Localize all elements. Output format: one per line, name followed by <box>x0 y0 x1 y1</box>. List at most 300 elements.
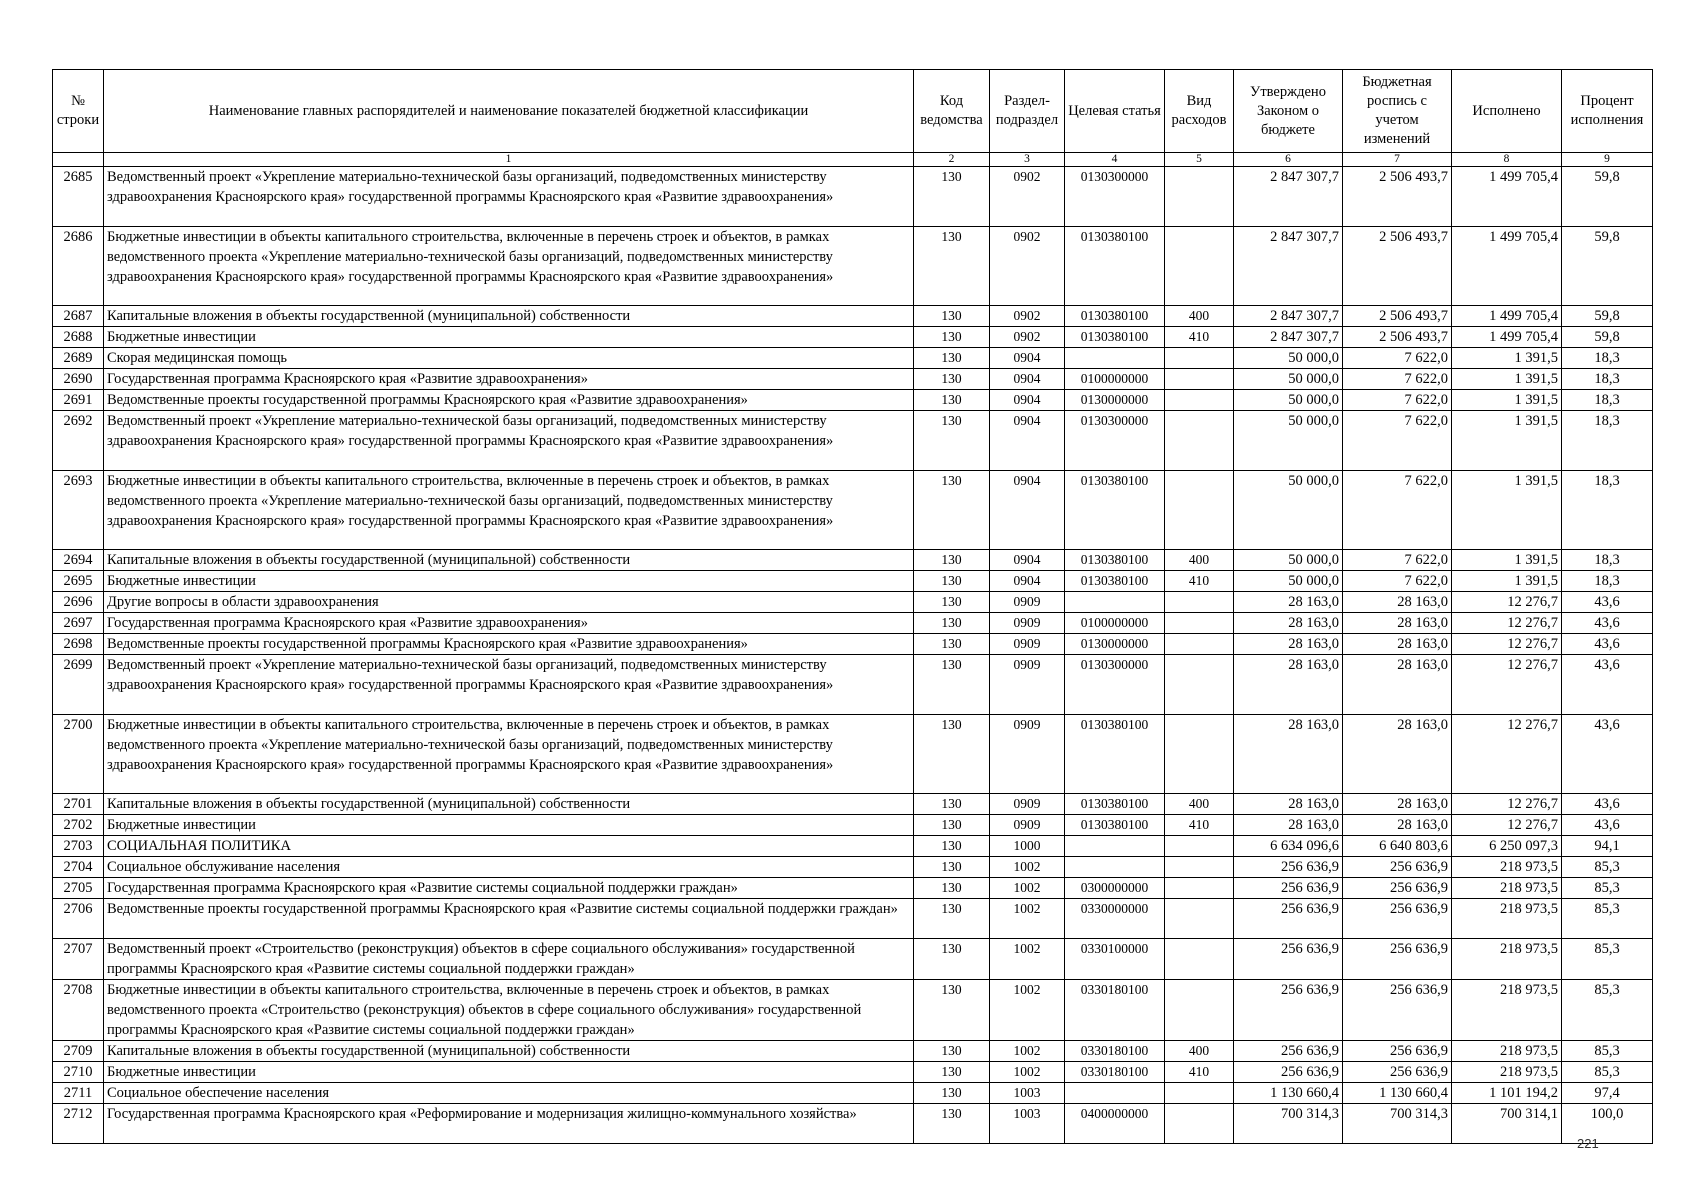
target-article: 0130380100 <box>1065 571 1165 592</box>
header-target-article: Целевая статья <box>1065 70 1165 153</box>
row-number: 2703 <box>53 836 104 857</box>
execution-percent: 97,4 <box>1562 1083 1653 1104</box>
target-article: 0100000000 <box>1065 369 1165 390</box>
target-article: 0330180100 <box>1065 980 1165 1041</box>
row-number: 2692 <box>53 411 104 471</box>
row-name: Бюджетные инвестиции <box>104 327 914 348</box>
row-number: 2702 <box>53 815 104 836</box>
target-article: 0130300000 <box>1065 655 1165 715</box>
department-code: 130 <box>914 411 990 471</box>
row-number: 2697 <box>53 613 104 634</box>
expense-type: 400 <box>1165 550 1234 571</box>
execution-percent: 43,6 <box>1562 815 1653 836</box>
budget-amount: 6 640 803,6 <box>1343 836 1452 857</box>
section-code: 0909 <box>990 613 1065 634</box>
approved-amount: 2 847 307,7 <box>1234 167 1343 227</box>
approved-amount: 28 163,0 <box>1234 815 1343 836</box>
execution-percent: 85,3 <box>1562 1062 1653 1083</box>
row-name: Ведомственный проект «Строительство (реконструкция) объектов в сфере социального обслуживания» государственной программы Красноярского края «Развитие системы социальной поддержки граждан» <box>104 939 914 980</box>
expense-type <box>1165 1083 1234 1104</box>
executed-amount: 12 276,7 <box>1452 634 1562 655</box>
column-number: 8 <box>1452 153 1562 167</box>
target-article: 0130300000 <box>1065 167 1165 227</box>
section-code: 0904 <box>990 369 1065 390</box>
budget-amount: 28 163,0 <box>1343 715 1452 794</box>
table-row <box>53 1083 1653 1104</box>
executed-amount: 1 391,5 <box>1452 390 1562 411</box>
execution-percent: 18,3 <box>1562 369 1653 390</box>
target-article: 0130380100 <box>1065 327 1165 348</box>
department-code: 130 <box>914 471 990 550</box>
budget-amount: 28 163,0 <box>1343 592 1452 613</box>
executed-amount: 12 276,7 <box>1452 715 1562 794</box>
section-code: 0904 <box>990 471 1065 550</box>
expense-type <box>1165 411 1234 471</box>
target-article: 0130000000 <box>1065 390 1165 411</box>
expense-type <box>1165 348 1234 369</box>
executed-amount: 12 276,7 <box>1452 815 1562 836</box>
budget-amount: 7 622,0 <box>1343 348 1452 369</box>
table-row <box>53 227 1653 306</box>
table-row <box>53 857 1653 878</box>
expense-type: 410 <box>1165 571 1234 592</box>
table-row <box>53 369 1653 390</box>
row-name: Бюджетные инвестиции в объекты капитального строительства, включенные в перечень строек и объектов, в рамках ведомственного проекта «Укрепление материально-технической базы организаций, подведомственных министерству здравоохранения Красноярского края» государственной программы Красноярского края «Развитие здравоохранения» <box>104 471 914 550</box>
section-code: 0909 <box>990 794 1065 815</box>
department-code: 130 <box>914 857 990 878</box>
department-code: 130 <box>914 878 990 899</box>
approved-amount: 256 636,9 <box>1234 939 1343 980</box>
expense-type <box>1165 390 1234 411</box>
department-code: 130 <box>914 939 990 980</box>
section-code: 1002 <box>990 857 1065 878</box>
section-code: 1002 <box>990 878 1065 899</box>
expense-type: 410 <box>1165 1062 1234 1083</box>
department-code: 130 <box>914 715 990 794</box>
section-code: 0904 <box>990 571 1065 592</box>
table-row <box>53 167 1653 227</box>
page-number: 221 <box>1577 1136 1599 1151</box>
department-code: 130 <box>914 1062 990 1083</box>
row-number: 2688 <box>53 327 104 348</box>
row-name: Ведомственный проект «Укрепление материально-технической базы организаций, подведомственных министерству здравоохранения Красноярского края» государственной программы Красноярского края «Развитие здравоохранения» <box>104 411 914 471</box>
row-name: Ведомственный проект «Укрепление материально-технической базы организаций, подведомственных министерству здравоохранения Красноярского края» государственной программы Красноярского края «Развитие здравоохранения» <box>104 167 914 227</box>
row-name: Бюджетные инвестиции в объекты капитального строительства, включенные в перечень строек и объектов, в рамках ведомственного проекта «Укрепление материально-технической базы организаций, подведомственных министерству здравоохранения Красноярского края» государственной программы Красноярского края «Развитие здравоохранения» <box>104 227 914 306</box>
row-number: 2694 <box>53 550 104 571</box>
table-row <box>53 1041 1653 1062</box>
approved-amount: 28 163,0 <box>1234 715 1343 794</box>
target-article: 0400000000 <box>1065 1104 1165 1144</box>
approved-amount: 50 000,0 <box>1234 550 1343 571</box>
row-name: Скорая медицинская помощь <box>104 348 914 369</box>
expense-type: 400 <box>1165 1041 1234 1062</box>
target-article: 0330180100 <box>1065 1062 1165 1083</box>
section-code: 0904 <box>990 550 1065 571</box>
executed-amount: 12 276,7 <box>1452 794 1562 815</box>
row-number: 2686 <box>53 227 104 306</box>
target-article: 0130380100 <box>1065 715 1165 794</box>
expense-type <box>1165 836 1234 857</box>
section-code: 0902 <box>990 306 1065 327</box>
row-name: СОЦИАЛЬНАЯ ПОЛИТИКА <box>104 836 914 857</box>
expense-type: 410 <box>1165 327 1234 348</box>
department-code: 130 <box>914 327 990 348</box>
budget-amount: 28 163,0 <box>1343 655 1452 715</box>
execution-percent: 85,3 <box>1562 980 1653 1041</box>
budget-amount: 7 622,0 <box>1343 471 1452 550</box>
row-number: 2706 <box>53 899 104 939</box>
section-code: 0902 <box>990 167 1065 227</box>
execution-percent: 85,3 <box>1562 857 1653 878</box>
expense-type <box>1165 899 1234 939</box>
budget-amount: 7 622,0 <box>1343 390 1452 411</box>
column-number: 3 <box>990 153 1065 167</box>
row-number: 2700 <box>53 715 104 794</box>
executed-amount: 1 391,5 <box>1452 550 1562 571</box>
header-name: Наименование главных распорядителей и наименование показателей бюджетной классификации <box>104 70 914 153</box>
column-number: 5 <box>1165 153 1234 167</box>
header-section: Раздел-подраздел <box>990 70 1065 153</box>
row-number: 2701 <box>53 794 104 815</box>
column-number: 9 <box>1562 153 1653 167</box>
table-row <box>53 471 1653 550</box>
section-code: 0904 <box>990 348 1065 369</box>
column-number: 1 <box>104 153 914 167</box>
section-code: 1003 <box>990 1083 1065 1104</box>
approved-amount: 28 163,0 <box>1234 592 1343 613</box>
table-row <box>53 715 1653 794</box>
executed-amount: 1 391,5 <box>1452 348 1562 369</box>
executed-amount: 218 973,5 <box>1452 899 1562 939</box>
row-number: 2709 <box>53 1041 104 1062</box>
table-row <box>53 390 1653 411</box>
approved-amount: 256 636,9 <box>1234 899 1343 939</box>
approved-amount: 50 000,0 <box>1234 369 1343 390</box>
row-number: 2708 <box>53 980 104 1041</box>
executed-amount: 1 499 705,4 <box>1452 227 1562 306</box>
row-number: 2689 <box>53 348 104 369</box>
expense-type <box>1165 634 1234 655</box>
execution-percent: 85,3 <box>1562 1041 1653 1062</box>
expense-type <box>1165 369 1234 390</box>
execution-percent: 85,3 <box>1562 878 1653 899</box>
section-code: 0909 <box>990 715 1065 794</box>
execution-percent: 18,3 <box>1562 550 1653 571</box>
row-number: 2712 <box>53 1104 104 1144</box>
expense-type: 400 <box>1165 794 1234 815</box>
row-name: Бюджетные инвестиции <box>104 815 914 836</box>
approved-amount: 50 000,0 <box>1234 471 1343 550</box>
budget-amount: 700 314,3 <box>1343 1104 1452 1144</box>
execution-percent: 18,3 <box>1562 348 1653 369</box>
target-article <box>1065 836 1165 857</box>
header-expense-type: Вид расходов <box>1165 70 1234 153</box>
expense-type <box>1165 939 1234 980</box>
section-code: 0909 <box>990 592 1065 613</box>
row-number: 2691 <box>53 390 104 411</box>
approved-amount: 700 314,3 <box>1234 1104 1343 1144</box>
row-name: Бюджетные инвестиции в объекты капитального строительства, включенные в перечень строек и объектов, в рамках ведомственного проекта «Строительство (реконструкция) объектов в сфере социального обслуживания» государственной программы Красноярского края «Развитие системы социальной поддержки граждан» <box>104 980 914 1041</box>
expense-type <box>1165 655 1234 715</box>
target-article <box>1065 857 1165 878</box>
approved-amount: 50 000,0 <box>1234 571 1343 592</box>
executed-amount: 218 973,5 <box>1452 1062 1562 1083</box>
executed-amount: 218 973,5 <box>1452 980 1562 1041</box>
executed-amount: 12 276,7 <box>1452 592 1562 613</box>
budget-amount: 256 636,9 <box>1343 1041 1452 1062</box>
table-row <box>53 939 1653 980</box>
expense-type <box>1165 878 1234 899</box>
row-number: 2685 <box>53 167 104 227</box>
row-number: 2710 <box>53 1062 104 1083</box>
budget-amount: 28 163,0 <box>1343 634 1452 655</box>
executed-amount: 218 973,5 <box>1452 939 1562 980</box>
budget-amount: 2 506 493,7 <box>1343 327 1452 348</box>
department-code: 130 <box>914 794 990 815</box>
table-row <box>53 655 1653 715</box>
execution-percent: 59,8 <box>1562 327 1653 348</box>
header-approved: Утверждено Законом о бюджете <box>1234 70 1343 153</box>
approved-amount: 6 634 096,6 <box>1234 836 1343 857</box>
header-executed: Исполнено <box>1452 70 1562 153</box>
executed-amount: 12 276,7 <box>1452 613 1562 634</box>
approved-amount: 2 847 307,7 <box>1234 327 1343 348</box>
table-row <box>53 1104 1653 1144</box>
approved-amount: 256 636,9 <box>1234 980 1343 1041</box>
expense-type <box>1165 1104 1234 1144</box>
department-code: 130 <box>914 980 990 1041</box>
table-row <box>53 899 1653 939</box>
department-code: 130 <box>914 167 990 227</box>
target-article: 0330100000 <box>1065 939 1165 980</box>
executed-amount: 218 973,5 <box>1452 878 1562 899</box>
approved-amount: 256 636,9 <box>1234 878 1343 899</box>
executed-amount: 1 391,5 <box>1452 369 1562 390</box>
table-row <box>53 348 1653 369</box>
executed-amount: 1 101 194,2 <box>1452 1083 1562 1104</box>
budget-amount: 7 622,0 <box>1343 550 1452 571</box>
executed-amount: 1 499 705,4 <box>1452 167 1562 227</box>
column-number: 6 <box>1234 153 1343 167</box>
department-code: 130 <box>914 550 990 571</box>
target-article: 0130380100 <box>1065 794 1165 815</box>
executed-amount: 12 276,7 <box>1452 655 1562 715</box>
header-department-code: Код ведомства <box>914 70 990 153</box>
table-row <box>53 1062 1653 1083</box>
expense-type <box>1165 980 1234 1041</box>
row-number: 2690 <box>53 369 104 390</box>
row-number: 2699 <box>53 655 104 715</box>
section-code: 1003 <box>990 1104 1065 1144</box>
section-code: 0902 <box>990 227 1065 306</box>
approved-amount: 50 000,0 <box>1234 348 1343 369</box>
row-name: Социальное обеспечение населения <box>104 1083 914 1104</box>
executed-amount: 700 314,1 <box>1452 1104 1562 1144</box>
department-code: 130 <box>914 613 990 634</box>
table-row <box>53 980 1653 1041</box>
department-code: 130 <box>914 1104 990 1144</box>
row-number: 2696 <box>53 592 104 613</box>
execution-percent: 85,3 <box>1562 899 1653 939</box>
target-article: 0100000000 <box>1065 613 1165 634</box>
budget-amount: 7 622,0 <box>1343 411 1452 471</box>
expense-type <box>1165 715 1234 794</box>
row-name: Государственная программа Красноярского края «Развитие системы социальной поддержки граждан» <box>104 878 914 899</box>
executed-amount: 218 973,5 <box>1452 1041 1562 1062</box>
approved-amount: 50 000,0 <box>1234 411 1343 471</box>
department-code: 130 <box>914 1041 990 1062</box>
executed-amount: 1 391,5 <box>1452 571 1562 592</box>
target-article <box>1065 592 1165 613</box>
approved-amount: 2 847 307,7 <box>1234 227 1343 306</box>
table-row <box>53 550 1653 571</box>
target-article <box>1065 1083 1165 1104</box>
row-number: 2707 <box>53 939 104 980</box>
approved-amount: 2 847 307,7 <box>1234 306 1343 327</box>
expense-type <box>1165 592 1234 613</box>
target-article: 0130380100 <box>1065 815 1165 836</box>
budget-execution-table <box>52 69 1653 1144</box>
execution-percent: 59,8 <box>1562 167 1653 227</box>
target-article: 0330000000 <box>1065 899 1165 939</box>
execution-percent: 18,3 <box>1562 471 1653 550</box>
column-number: 7 <box>1343 153 1452 167</box>
budget-amount: 256 636,9 <box>1343 939 1452 980</box>
row-number: 2711 <box>53 1083 104 1104</box>
row-name: Другие вопросы в области здравоохранения <box>104 592 914 613</box>
department-code: 130 <box>914 655 990 715</box>
budget-amount: 1 130 660,4 <box>1343 1083 1452 1104</box>
section-code: 1000 <box>990 836 1065 857</box>
department-code: 130 <box>914 836 990 857</box>
department-code: 130 <box>914 571 990 592</box>
department-code: 130 <box>914 634 990 655</box>
header-budget-list: Бюджетная роспись с учетом изменений <box>1343 70 1452 153</box>
execution-percent: 43,6 <box>1562 655 1653 715</box>
department-code: 130 <box>914 592 990 613</box>
table-row <box>53 592 1653 613</box>
column-number: 4 <box>1065 153 1165 167</box>
department-code: 130 <box>914 390 990 411</box>
execution-percent: 43,6 <box>1562 592 1653 613</box>
row-name: Капитальные вложения в объекты государственной (муниципальной) собственности <box>104 1041 914 1062</box>
execution-percent: 94,1 <box>1562 836 1653 857</box>
row-name: Бюджетные инвестиции в объекты капитального строительства, включенные в перечень строек и объектов, в рамках ведомственного проекта «Укрепление материально-технической базы организаций, подведомственных министерству здравоохранения Красноярского края» государственной программы Красноярского края «Развитие здравоохранения» <box>104 715 914 794</box>
section-code: 1002 <box>990 1041 1065 1062</box>
section-code: 0909 <box>990 634 1065 655</box>
execution-percent: 59,8 <box>1562 306 1653 327</box>
row-name: Капитальные вложения в объекты государственной (муниципальной) собственности <box>104 550 914 571</box>
target-article: 0130000000 <box>1065 634 1165 655</box>
section-code: 0902 <box>990 327 1065 348</box>
target-article <box>1065 348 1165 369</box>
expense-type <box>1165 167 1234 227</box>
row-name: Социальное обслуживание населения <box>104 857 914 878</box>
section-code: 0909 <box>990 815 1065 836</box>
section-code: 1002 <box>990 1062 1065 1083</box>
budget-amount: 7 622,0 <box>1343 571 1452 592</box>
execution-percent: 18,3 <box>1562 571 1653 592</box>
department-code: 130 <box>914 815 990 836</box>
table-body <box>53 167 1653 1144</box>
approved-amount: 50 000,0 <box>1234 390 1343 411</box>
executed-amount: 218 973,5 <box>1452 857 1562 878</box>
header-row-number: № строки <box>53 70 104 153</box>
row-name: Ведомственные проекты государственной программы Красноярского края «Развитие здравоохранения» <box>104 390 914 411</box>
table-row <box>53 613 1653 634</box>
table-row <box>53 327 1653 348</box>
table-row <box>53 571 1653 592</box>
target-article: 0130380100 <box>1065 227 1165 306</box>
execution-percent: 85,3 <box>1562 939 1653 980</box>
expense-type <box>1165 227 1234 306</box>
budget-amount: 28 163,0 <box>1343 794 1452 815</box>
expense-type <box>1165 857 1234 878</box>
execution-percent: 18,3 <box>1562 390 1653 411</box>
column-number: 2 <box>914 153 990 167</box>
table-row <box>53 411 1653 471</box>
department-code: 130 <box>914 348 990 369</box>
budget-amount: 256 636,9 <box>1343 878 1452 899</box>
execution-percent: 43,6 <box>1562 794 1653 815</box>
row-name: Ведомственный проект «Укрепление материально-технической базы организаций, подведомственных министерству здравоохранения Красноярского края» государственной программы Красноярского края «Развитие здравоохранения» <box>104 655 914 715</box>
target-article: 0130300000 <box>1065 411 1165 471</box>
table-row <box>53 878 1653 899</box>
executed-amount: 1 499 705,4 <box>1452 306 1562 327</box>
approved-amount: 28 163,0 <box>1234 655 1343 715</box>
budget-amount: 2 506 493,7 <box>1343 227 1452 306</box>
expense-type: 400 <box>1165 306 1234 327</box>
execution-percent: 59,8 <box>1562 227 1653 306</box>
section-code: 0904 <box>990 411 1065 471</box>
approved-amount: 256 636,9 <box>1234 1062 1343 1083</box>
approved-amount: 1 130 660,4 <box>1234 1083 1343 1104</box>
executed-amount: 1 391,5 <box>1452 411 1562 471</box>
budget-amount: 2 506 493,7 <box>1343 306 1452 327</box>
budget-amount: 256 636,9 <box>1343 899 1452 939</box>
row-number: 2704 <box>53 857 104 878</box>
approved-amount: 28 163,0 <box>1234 634 1343 655</box>
section-code: 0909 <box>990 655 1065 715</box>
row-name: Государственная программа Красноярского края «Развитие здравоохранения» <box>104 369 914 390</box>
approved-amount: 256 636,9 <box>1234 1041 1343 1062</box>
target-article: 0130380100 <box>1065 306 1165 327</box>
budget-amount: 256 636,9 <box>1343 980 1452 1041</box>
section-code: 1002 <box>990 899 1065 939</box>
approved-amount: 256 636,9 <box>1234 857 1343 878</box>
budget-amount: 28 163,0 <box>1343 613 1452 634</box>
column-number-row <box>53 153 1653 167</box>
approved-amount: 28 163,0 <box>1234 613 1343 634</box>
executed-amount: 1 391,5 <box>1452 471 1562 550</box>
target-article: 0300000000 <box>1065 878 1165 899</box>
budget-amount: 28 163,0 <box>1343 815 1452 836</box>
department-code: 130 <box>914 1083 990 1104</box>
department-code: 130 <box>914 227 990 306</box>
section-code: 0904 <box>990 390 1065 411</box>
target-article: 0130380100 <box>1065 550 1165 571</box>
table-header-row <box>53 70 1653 153</box>
department-code: 130 <box>914 369 990 390</box>
execution-percent: 100,0 <box>1562 1104 1653 1144</box>
section-code: 1002 <box>990 939 1065 980</box>
header-percent: Процент исполнения <box>1562 70 1653 153</box>
row-name: Государственная программа Красноярского края «Развитие здравоохранения» <box>104 613 914 634</box>
target-article: 0130380100 <box>1065 471 1165 550</box>
row-name: Государственная программа Красноярского края «Реформирование и модернизация жилищно-коммунального хозяйства» <box>104 1104 914 1144</box>
budget-amount: 7 622,0 <box>1343 369 1452 390</box>
approved-amount: 28 163,0 <box>1234 794 1343 815</box>
